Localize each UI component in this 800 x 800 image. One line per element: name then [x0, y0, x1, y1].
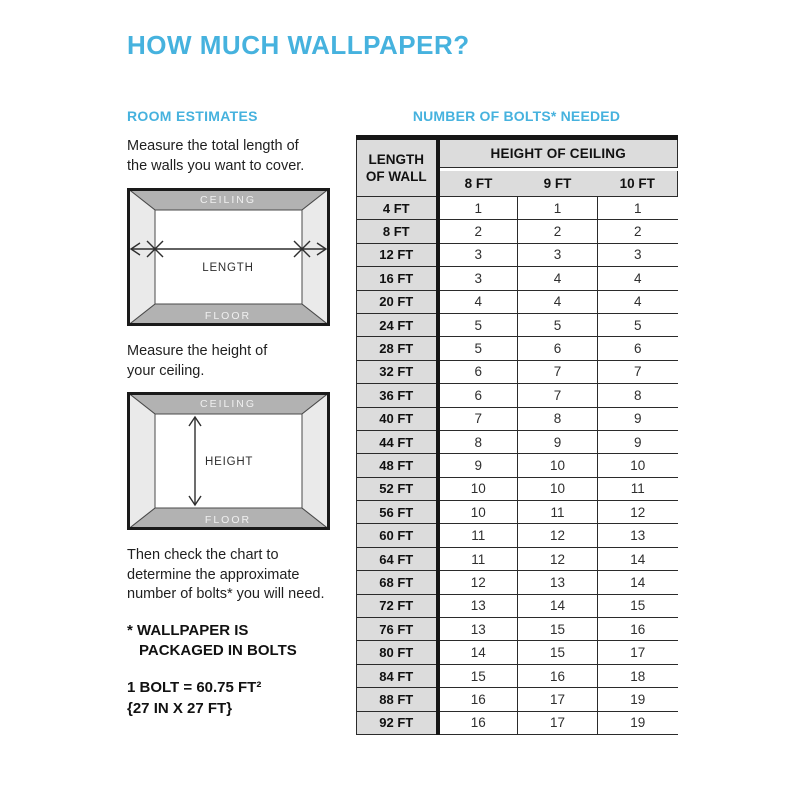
row-length-cell: 60 FT	[357, 524, 438, 547]
row-length-cell: 48 FT	[357, 454, 438, 477]
bolts-10ft-cell: 1	[598, 197, 678, 220]
bolts-9ft-cell: 12	[518, 547, 598, 570]
step1-text	[127, 137, 337, 176]
bolts-9ft-cell: 2	[518, 220, 598, 243]
length-of-wall-line2: OF WALL	[365, 169, 427, 184]
row-length-cell: 68 FT	[357, 571, 438, 594]
table-row	[357, 430, 678, 453]
bolts-9ft-cell: 14	[518, 594, 598, 617]
back-wall-face	[155, 210, 302, 304]
table-row	[357, 267, 678, 290]
bolts-10ft-cell: 17	[598, 641, 678, 664]
table-row	[357, 384, 678, 407]
step2-text	[127, 342, 337, 381]
row-length-cell: 84 FT	[357, 664, 438, 687]
bolts-8ft-cell: 10	[438, 501, 518, 524]
bolts-8ft-cell: 5	[438, 337, 518, 360]
bolts-9ft-cell: 4	[518, 290, 598, 313]
bolts-needed-section	[356, 108, 677, 735]
bolts-10ft-cell: 14	[598, 547, 678, 570]
ceiling-label: CEILING	[199, 398, 257, 410]
table-row	[357, 197, 678, 220]
row-length-cell: 44 FT	[357, 430, 438, 453]
length-of-wall-line1: LENGTH	[368, 152, 424, 167]
bolts-8ft-cell: 14	[438, 641, 518, 664]
bolts-9ft-cell: 6	[518, 337, 598, 360]
table-row	[357, 313, 678, 336]
table-row	[357, 360, 678, 383]
height-diagram	[127, 392, 330, 530]
row-length-cell: 72 FT	[357, 594, 438, 617]
bolts-10ft-cell: 10	[598, 454, 678, 477]
table-row	[357, 688, 678, 711]
bolts-8ft-cell: 6	[438, 384, 518, 407]
height-measure-label: HEIGHT	[205, 456, 254, 468]
row-length-cell: 64 FT	[357, 547, 438, 570]
bolts-10ft-cell: 6	[598, 337, 678, 360]
table-row	[357, 664, 678, 687]
bolts-10ft-cell: 8	[598, 384, 678, 407]
bolts-9ft-cell: 11	[518, 501, 598, 524]
table-row	[357, 501, 678, 524]
bolt-spec	[127, 677, 337, 719]
row-length-cell: 28 FT	[357, 337, 438, 360]
bolts-9ft-cell: 5	[518, 313, 598, 336]
col-header-10ft: 10 FT	[598, 171, 678, 197]
footnote-line1: * WALLPAPER IS	[127, 621, 249, 639]
table-row	[357, 547, 678, 570]
row-length-cell: 88 FT	[357, 688, 438, 711]
left-wall-face	[127, 392, 155, 530]
bolts-8ft-cell: 7	[438, 407, 518, 430]
bolts-10ft-cell: 2	[598, 220, 678, 243]
row-length-cell: 36 FT	[357, 384, 438, 407]
col-header-9ft: 9 FT	[518, 171, 598, 197]
table-row	[357, 477, 678, 500]
row-length-cell: 56 FT	[357, 501, 438, 524]
bolts-10ft-cell: 9	[598, 407, 678, 430]
bolts-10ft-cell: 19	[598, 711, 678, 734]
table-row	[357, 524, 678, 547]
row-length-cell: 40 FT	[357, 407, 438, 430]
length-diagram	[127, 188, 330, 326]
right-wall-face	[302, 392, 330, 530]
bolts-10ft-cell: 14	[598, 571, 678, 594]
footnote-line2: PACKAGED IN BOLTS	[139, 641, 297, 659]
table-row	[357, 571, 678, 594]
step2-line1: Measure the height of	[127, 343, 268, 359]
bolts-8ft-cell: 13	[438, 594, 518, 617]
table-row	[357, 641, 678, 664]
floor-label: FLOOR	[204, 514, 252, 526]
step2-line2: your ceiling.	[127, 362, 205, 379]
bolts-8ft-cell: 10	[438, 477, 518, 500]
bolts-9ft-cell: 8	[518, 407, 598, 430]
bolts-8ft-cell: 9	[438, 454, 518, 477]
bolts-8ft-cell: 3	[438, 243, 518, 266]
room-estimates-section	[127, 108, 337, 719]
bolts-8ft-cell: 16	[438, 688, 518, 711]
floor-label: FLOOR	[204, 310, 252, 322]
bolt-spec-line1: 1 BOLT = 60.75 FT²	[127, 678, 262, 696]
bolts-10ft-cell: 15	[598, 594, 678, 617]
bolts-9ft-cell: 10	[518, 454, 598, 477]
bolts-10ft-cell: 13	[598, 524, 678, 547]
bolts-8ft-cell: 3	[438, 267, 518, 290]
bolts-9ft-cell: 1	[518, 197, 598, 220]
height-of-ceiling-header: HEIGHT OF CEILING	[438, 138, 678, 168]
bolts-8ft-cell: 2	[438, 220, 518, 243]
table-row	[357, 290, 678, 313]
table-row	[357, 711, 678, 734]
bolts-table	[356, 135, 678, 735]
ceiling-label: CEILING	[199, 194, 257, 206]
step3-line1: Then check the chart to	[127, 547, 279, 563]
bolts-10ft-cell: 11	[598, 477, 678, 500]
bolt-spec-line2: {27 IN X 27 FT}	[127, 699, 233, 717]
step1-line2: the walls you want to cover.	[127, 157, 305, 174]
row-length-cell: 92 FT	[357, 711, 438, 734]
bolts-8ft-cell: 15	[438, 664, 518, 687]
bolts-10ft-cell: 19	[598, 688, 678, 711]
bolts-10ft-cell: 4	[598, 290, 678, 313]
bolts-10ft-cell: 18	[598, 664, 678, 687]
bolts-10ft-cell: 4	[598, 267, 678, 290]
bolts-9ft-cell: 9	[518, 430, 598, 453]
bolts-9ft-cell: 15	[518, 641, 598, 664]
table-row	[357, 407, 678, 430]
left-wall-face	[127, 188, 155, 326]
col-header-8ft: 8 FT	[438, 171, 518, 197]
row-length-cell: 52 FT	[357, 477, 438, 500]
length-of-wall-header	[357, 138, 438, 197]
table-row	[357, 618, 678, 641]
wallpaper-footnote	[127, 621, 337, 661]
bolts-9ft-cell: 10	[518, 477, 598, 500]
row-length-cell: 24 FT	[357, 313, 438, 336]
bolts-9ft-cell: 7	[518, 360, 598, 383]
row-length-cell: 20 FT	[357, 290, 438, 313]
bolts-9ft-cell: 17	[518, 688, 598, 711]
bolts-8ft-cell: 16	[438, 711, 518, 734]
bolts-9ft-cell: 4	[518, 267, 598, 290]
row-length-cell: 32 FT	[357, 360, 438, 383]
bolts-8ft-cell: 12	[438, 571, 518, 594]
bolts-8ft-cell: 4	[438, 290, 518, 313]
bolts-9ft-cell: 17	[518, 711, 598, 734]
bolts-8ft-cell: 11	[438, 547, 518, 570]
row-length-cell: 4 FT	[357, 197, 438, 220]
step3-line3: number of bolts* you will need.	[127, 586, 325, 602]
bolts-9ft-cell: 16	[518, 664, 598, 687]
bolts-table-heading: NUMBER OF BOLTS* NEEDED	[412, 108, 621, 124]
bolts-8ft-cell: 5	[438, 313, 518, 336]
header-row-group	[357, 138, 678, 168]
bolts-9ft-cell: 13	[518, 571, 598, 594]
length-measure-label: LENGTH	[202, 262, 254, 274]
bolts-9ft-cell: 15	[518, 618, 598, 641]
bolts-8ft-cell: 1	[438, 197, 518, 220]
row-length-cell: 12 FT	[357, 243, 438, 266]
bolts-8ft-cell: 11	[438, 524, 518, 547]
bolts-10ft-cell: 5	[598, 313, 678, 336]
step3-line2: determine the approximate	[127, 566, 300, 583]
bolts-10ft-cell: 7	[598, 360, 678, 383]
table-row	[357, 454, 678, 477]
table-row	[357, 220, 678, 243]
page-title: HOW MUCH WALLPAPER?	[127, 30, 470, 60]
bolts-10ft-cell: 3	[598, 243, 678, 266]
bolts-9ft-cell: 7	[518, 384, 598, 407]
bolts-9ft-cell: 12	[518, 524, 598, 547]
bolts-10ft-cell: 16	[598, 618, 678, 641]
room-estimates-heading: ROOM ESTIMATES	[127, 108, 258, 124]
bolts-10ft-cell: 12	[598, 501, 678, 524]
bolts-10ft-cell: 9	[598, 430, 678, 453]
right-wall-face	[302, 188, 330, 326]
row-length-cell: 16 FT	[357, 267, 438, 290]
bolts-9ft-cell: 3	[518, 243, 598, 266]
bolts-8ft-cell: 13	[438, 618, 518, 641]
table-row	[357, 337, 678, 360]
table-row	[357, 243, 678, 266]
row-length-cell: 8 FT	[357, 220, 438, 243]
table-row	[357, 594, 678, 617]
step1-line1: Measure the total length of	[127, 138, 299, 154]
row-length-cell: 80 FT	[357, 641, 438, 664]
bolts-8ft-cell: 8	[438, 430, 518, 453]
row-length-cell: 76 FT	[357, 618, 438, 641]
step3-text	[127, 546, 337, 605]
bolts-8ft-cell: 6	[438, 360, 518, 383]
